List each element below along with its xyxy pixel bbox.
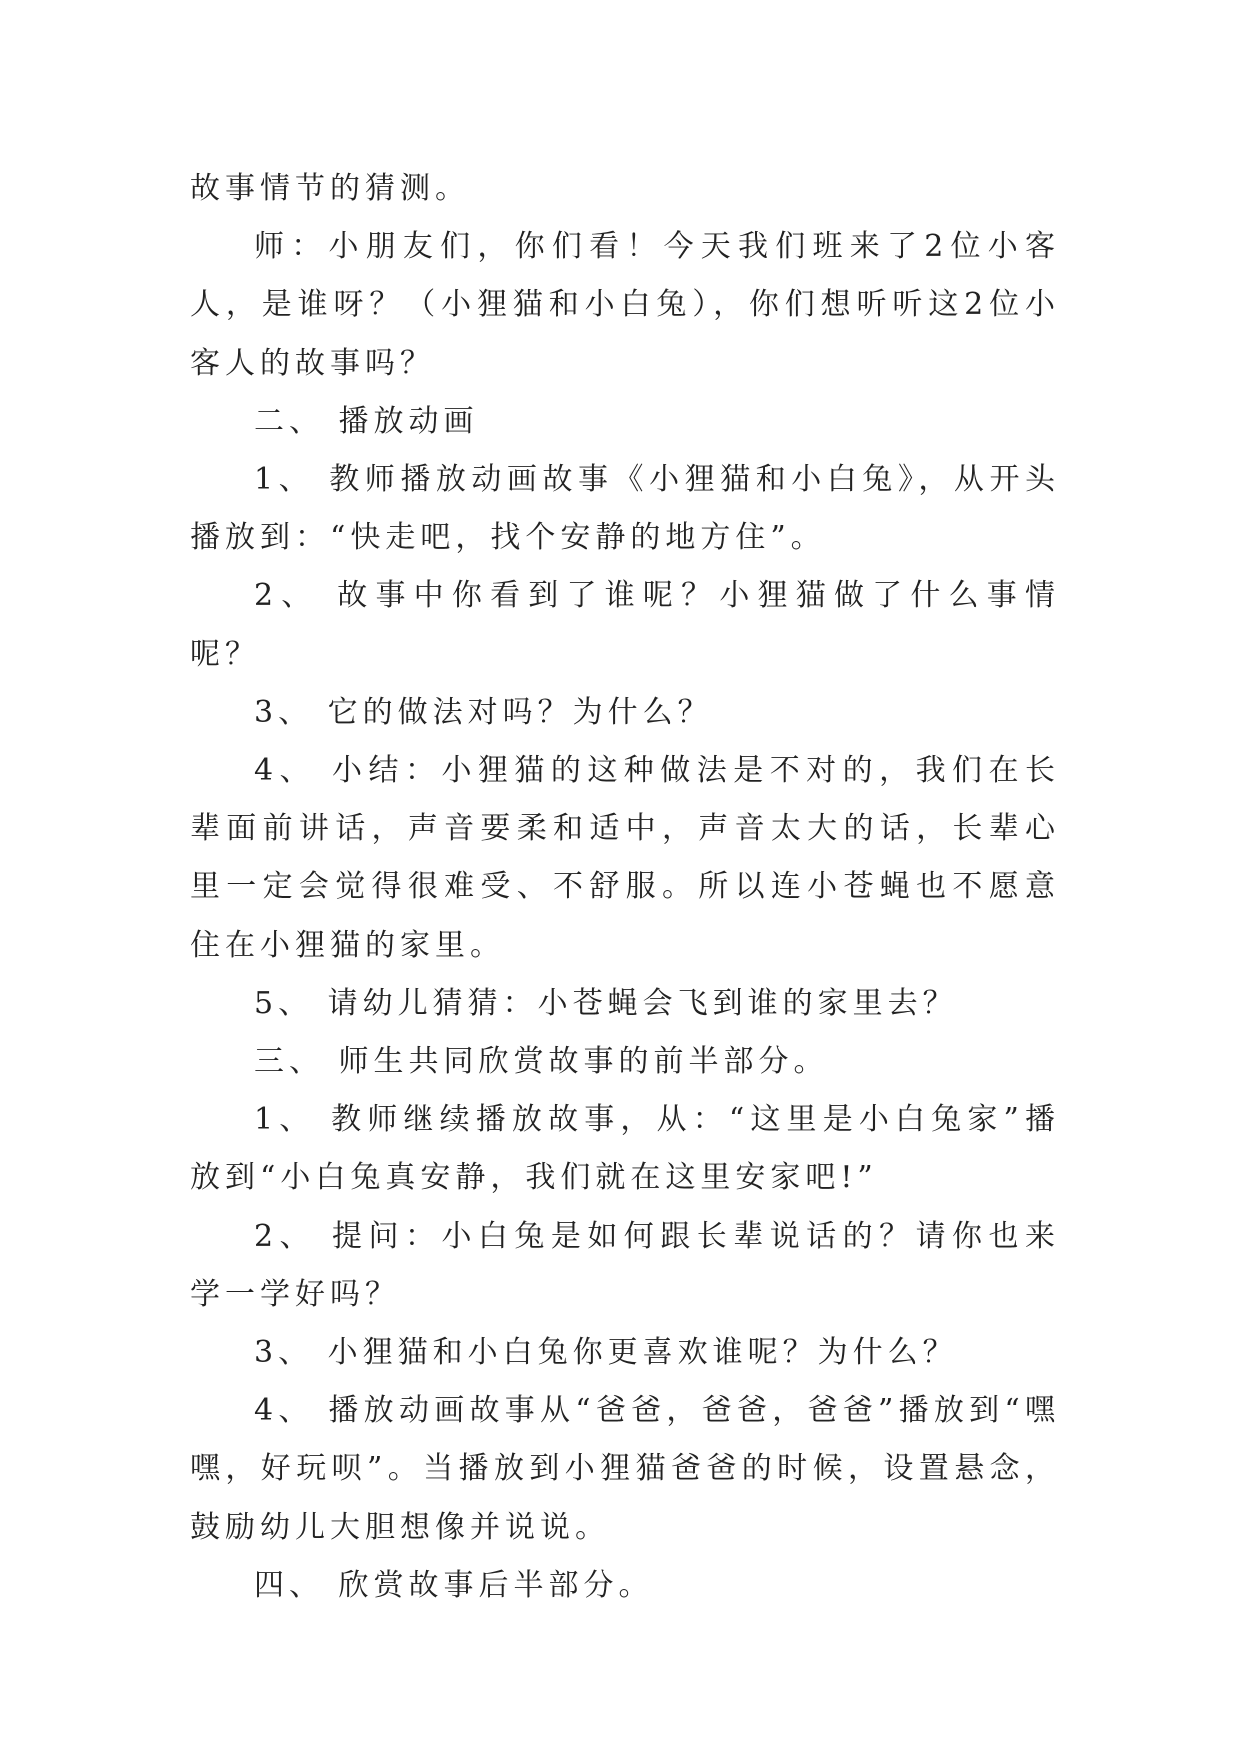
section-heading-play-animation: 二、 播放动画 xyxy=(254,403,479,439)
paragraph-item-5: 5、 请幼儿猜猜：小苍蝇会飞到谁的家里去？ xyxy=(254,985,958,1021)
paragraph-item-3: 3、 它的做法对吗？为什么？ xyxy=(254,694,713,730)
paragraph-item-4-summary: 4、 小结：小狸猫的这种做法是不对的，我们在长辈面前讲话，声音要柔和适中，声音太大的话，长辈心里一定会觉得很难受、不舒服。所以连小苍蝇也不愿意住在小狸猫的家里。 xyxy=(190,753,1060,963)
paragraph-first-half-item-1: 1、 教师继续播放故事，从：“这里是小白兔家”播放到“小白兔真安静，我们就在这里安家吧!” xyxy=(190,1102,1060,1196)
paragraph-teacher-speech: 师：小朋友们，你们看！今天我们班来了2位小客人，是谁呀？（小狸猫和小白兔），你们想听听这2位小客人的故事吗？ xyxy=(190,229,1060,381)
paragraph-first-half-item-2: 2、 提问：小白兔是如何跟长辈说话的？请你也来学一学好吗？ xyxy=(190,1218,1060,1312)
section-heading-second-half: 四、 欣赏故事后半部分。 xyxy=(254,1567,654,1603)
paragraph-item-1: 1、 教师播放动画故事《小狸猫和小白兔》，从开头播放到：“快走吧，找个安静的地方住”。 xyxy=(190,462,1060,556)
paragraph-first-half-item-4: 4、 播放动画故事从“爸爸，爸爸，爸爸”播放到“嘿嘿，好玩呗”。当播放到小狸猫爸爸的时候，设置悬念，鼓励幼儿大胆想像并说说。 xyxy=(190,1393,1060,1545)
paragraph-first-half-item-3: 3、 小狸猫和小白兔你更喜欢谁呢？为什么？ xyxy=(254,1335,958,1371)
paragraph-intro-tail: 故事情节的猜测。 xyxy=(190,171,470,206)
document-page xyxy=(190,160,1060,1615)
paragraph-item-2: 2、 故事中你看到了谁呢？小狸猫做了什么事情呢？ xyxy=(190,578,1060,672)
section-heading-first-half: 三、 师生共同欣赏故事的前半部分。 xyxy=(254,1044,829,1080)
